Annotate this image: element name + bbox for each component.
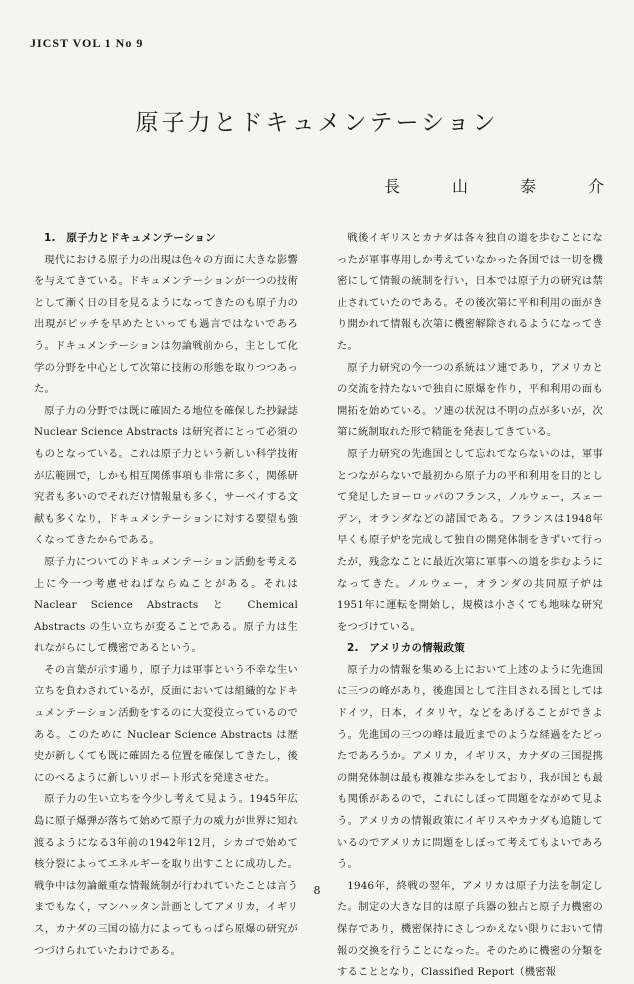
author-name <box>384 174 604 197</box>
paragraph: 原子力研究の今一つの系統はソ連であり，アメリカとの交流を持たないで独自に原爆を作り，平和利用の面も開拓を始めている。ソ連の状況は不明の点が多いが，次第に統制取れた形で精能を発表してきている。 <box>337 361 603 439</box>
paragraph: 原子力の生い立ちを今少し考えて見よう。1945年広島に原子爆弾が落ちて始めて原子力の威力が世界に知れ渡るようになる3年前の1942年12月，シカゴで始めて核分裂によってエネルギーを取り出すことに成功した。戦争中は勿論厳重な情報統制が行われていたことは言うまでもなく，マンハッタン計画としてアメリカ，イギリス，カナダの三国の協力によってもっぱら原爆の研究がつづけられていたわけである。 <box>34 793 298 957</box>
paragraph: 戦後イギリスとカナダは各々独自の道を歩むことになったが軍事専用しか考えていなかった各国では一切を機密にして情報の統制を行い，日本では原子力の研究は禁止されていたのである。その後次第に平和利用の面がきり開かれて情報も次第に機密解除されるようになってきた。 <box>337 232 603 352</box>
paragraph: 原子力の情報を集める上において上述のように先進国に三つの峰があり，後進国として注目される国としてはドイツ，日本，イタリヤ，などをあげることができよう。先進国の三つの峰は最近までのような経過をたどったであろうか。アメリカ，イギリス，カナダの三国提携の開発体制は最も複雑な歩みをしており，我が国とも最も関係があるので，これにしぼって問題をながめて見よう。アメリカの情報政策にイギリスやカナダも追随しているのでアメリカに問題をしぼって考えてもよいであろう。 <box>337 663 603 871</box>
author-char: 泰 <box>519 177 536 196</box>
section-heading-1: 1. 原子力とドキュメンテーション <box>44 232 216 244</box>
article-title: 原子力とドキュメンテーション <box>135 110 499 136</box>
left-column <box>34 228 298 962</box>
page-number: 8 <box>313 884 321 897</box>
paragraph: 原子力についてのドキュメンテーション活動を考える上に今一つ考慮せねばならぬことがある。それは Naclear Science Abstracts と Chemical Abstracts の生い立ちが変ることである。原子力は生れながらにして機密であるという。 <box>34 555 298 655</box>
paragraph: 現代における原子力の出現は色々の方面に大きな影響を与えてきている。ドキュメンテーションが一つの技術として漸く日の目を見るようになってきたのも原子力の出現がピッチを早めたといっても過言ではないであろう。ドキュメンテーションは勿論戦前から，主として化学の分野を中心として次第に技術の形態を取りつつあった。 <box>34 253 298 396</box>
author-char: 山 <box>451 177 468 196</box>
author-char: 介 <box>587 177 604 196</box>
author-char: 長 <box>384 177 401 196</box>
right-column <box>337 228 603 984</box>
section-heading-2: 2. アメリカの情報政策 <box>347 642 465 655</box>
paragraph: その言葉が示す通り，原子力は軍事という不幸な生い立ちを負わされているが，反面においては組織的なドキュメンテーション活動をするのに大変役立っているのである。このために Nuclear Science Abstracts は歴史が新しくても既に確固たる位置を確保してきたし，後にのべるように新しいリポート形式を発達させた。 <box>34 663 298 784</box>
journal-header: JICST VOL 1 No 9 <box>30 36 144 50</box>
paragraph: 1946年，終戦の翌年，アメリカは原子力法を制定した。制定の大きな目的は原子兵器の独占と原子力機密の保存であり，機密保持にさしつかえない限りにおいて情報の交換を行うことになった。そのために機密の分類をすることとなり，Classified Report（機密報 <box>337 879 603 979</box>
paragraph: 原子力研究の先進国として忘れてならないのは，軍事とつながらないで最初から原子力の平和利用を目的として発足したヨーロッパのフランス，ノルウェー，スェーデン，オランダなどの諸国である。フランスは1948年早くも原子炉を完成して独自の開発体制をきずいて行ったが，残念なことに最近次第に軍事への道を歩むようになってきた。ノルウェー，オランダの共同原子炉は1951年に運転を開始し，規模は小さくても地味な研究をつづけている。 <box>337 447 603 633</box>
paragraph: 原子力の分野では既に確固たる地位を確保した抄録誌 Nuclear Science Abstracts は研究者にとって必須のものとなっている。これは原子力という新しい科学技術が広範囲で，しかも相互関係事項も非常に多く，関係研究者も多いのでそれだけ情報量も多く，サーベイする文献も多くなり，ドキュメンテーションに対する要望も強くなってきたからである。 <box>34 404 298 547</box>
